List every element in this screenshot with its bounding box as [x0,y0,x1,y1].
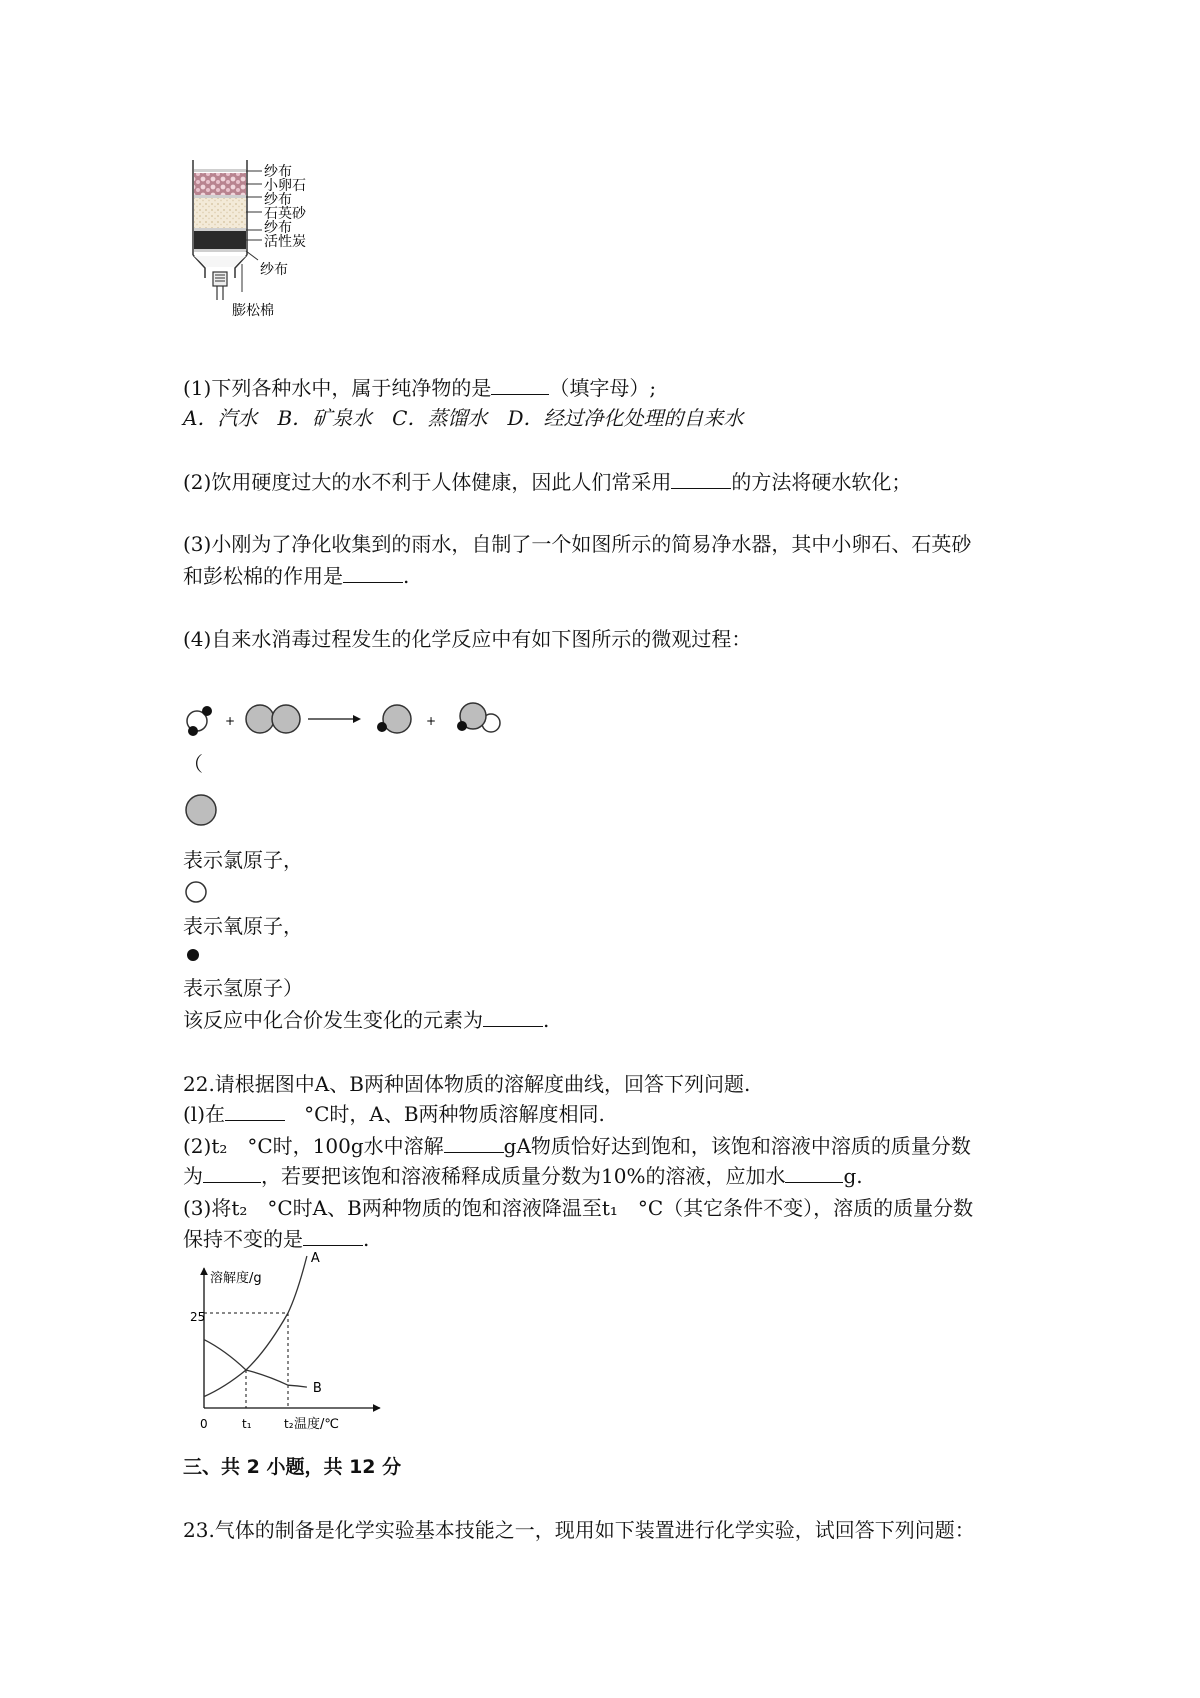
q21-options: A．汽水 B．矿泉水 C．蒸馏水 D．经过净化处理的自来水 [183,406,744,430]
x-tick-t2: t₂ [284,1417,294,1431]
answer-blank[interactable] [491,374,549,395]
q22-part2-line2: 为 ，若要把该饱和溶液稀释成质量分数为10%的溶液，应加水 g. [183,1164,863,1188]
x-tick-t1: t₁ [242,1417,252,1431]
hydrogen-atom-icon [457,721,467,731]
plus-sign: + [426,714,437,728]
series-b-curve [204,1340,307,1388]
reaction-diagram [183,695,513,745]
q22-part3-line1: (3)将t₂ °C时A、B两种物质的饱和溶液降温至t₁ °C（其它条件不变），溶质的质量分数 [183,1196,974,1220]
answer-blank[interactable] [303,1225,363,1246]
series-a-label: A [310,1251,320,1266]
series-b-label: B [312,1381,322,1397]
q21-part4: (4)自来水消毒过程发生的化学反应中有如下图所示的微观过程： [183,627,752,651]
answer-blank[interactable] [785,1162,843,1183]
legend-chlorine: 表示氯原子， [183,848,303,872]
y-axis-label: 溶解度/g [210,1271,262,1286]
q22-part1: (l)在 °C时，A、B两种物质溶解度相同. [183,1102,605,1126]
chlorine-atom-icon [246,705,274,733]
q21-part4-question: 该反应中化合价发生变化的元素为 . [183,1008,550,1032]
x-axis-label: 温度/℃ [294,1417,339,1432]
answer-blank[interactable] [203,1162,261,1183]
hydrogen-legend-icon [186,948,200,962]
answer-blank[interactable] [343,562,403,583]
plus-sign: + [225,714,236,728]
q21-part3-line2: 和彭松棉的作用是 . [183,564,410,588]
q21-part2: (2)饮用硬度过大的水不利于人体健康，因此人们常采用 的方法将硬水软化； [183,470,912,494]
q21-part1: (1)下列各种水中，属于纯净物的是 （填字母）; [183,376,657,400]
water-filter-diagram [180,160,320,330]
label-gauze-4: 纱布 [260,262,288,278]
y-tick-25: 25 [190,1310,206,1324]
answer-blank[interactable] [444,1132,504,1153]
label-quartz-sand: 石英砂 [264,206,306,222]
legend-open-paren: （ [183,752,203,776]
label-cotton: 膨松棉 [232,303,274,319]
chlorine-atom-icon [272,705,300,733]
hydrogen-atom-icon [188,726,198,736]
legend-oxygen: 表示氧原子， [183,914,303,938]
arrow-icon [353,715,361,723]
legend-hydrogen: 表示氢原子） [183,976,303,1000]
answer-blank[interactable] [483,1006,543,1027]
solubility-chart [180,1251,400,1437]
chlorine-legend-icon [184,793,218,827]
q21-part3-line1: (3)小刚为了净化收集到的雨水，自制了一个如图所示的简易净水器，其中小卵石、石英砂 [183,532,972,556]
chlorine-atom-icon [383,705,411,733]
section-3-heading: 三、共 2 小题，共 12 分 [183,1456,402,1478]
q23-text: 23.气体的制备是化学实验基本技能之一，现用如下装置进行化学实验，试回答下列问题： [183,1518,975,1542]
label-gauze-3: 纱布 [264,220,292,236]
label-gauze-2: 纱布 [264,192,292,208]
q22-part3-line2: 保持不变的是 . [183,1227,370,1251]
hydrogen-atom-icon [202,706,212,716]
pebble-layer [194,173,246,195]
answer-blank[interactable] [671,468,731,489]
label-pebbles: 小卵石 [264,178,306,194]
carbon-layer [194,231,246,249]
sand-layer [194,198,246,228]
q22-part2-line1: (2)t₂ °C时，100g水中溶解 gA物质恰好达到饱和，该饱和溶液中溶质的质量分数 [183,1134,971,1158]
origin-label: 0 [200,1417,208,1431]
label-gauze-1: 纱布 [264,164,292,180]
q22-intro: 22.请根据图中A、B两种固体物质的溶解度曲线，回答下列问题. [183,1072,751,1096]
oxygen-legend-icon [184,880,208,904]
hydrogen-atom-icon [377,722,387,732]
answer-blank[interactable] [225,1100,285,1121]
label-activated-carbon: 活性炭 [264,234,306,250]
